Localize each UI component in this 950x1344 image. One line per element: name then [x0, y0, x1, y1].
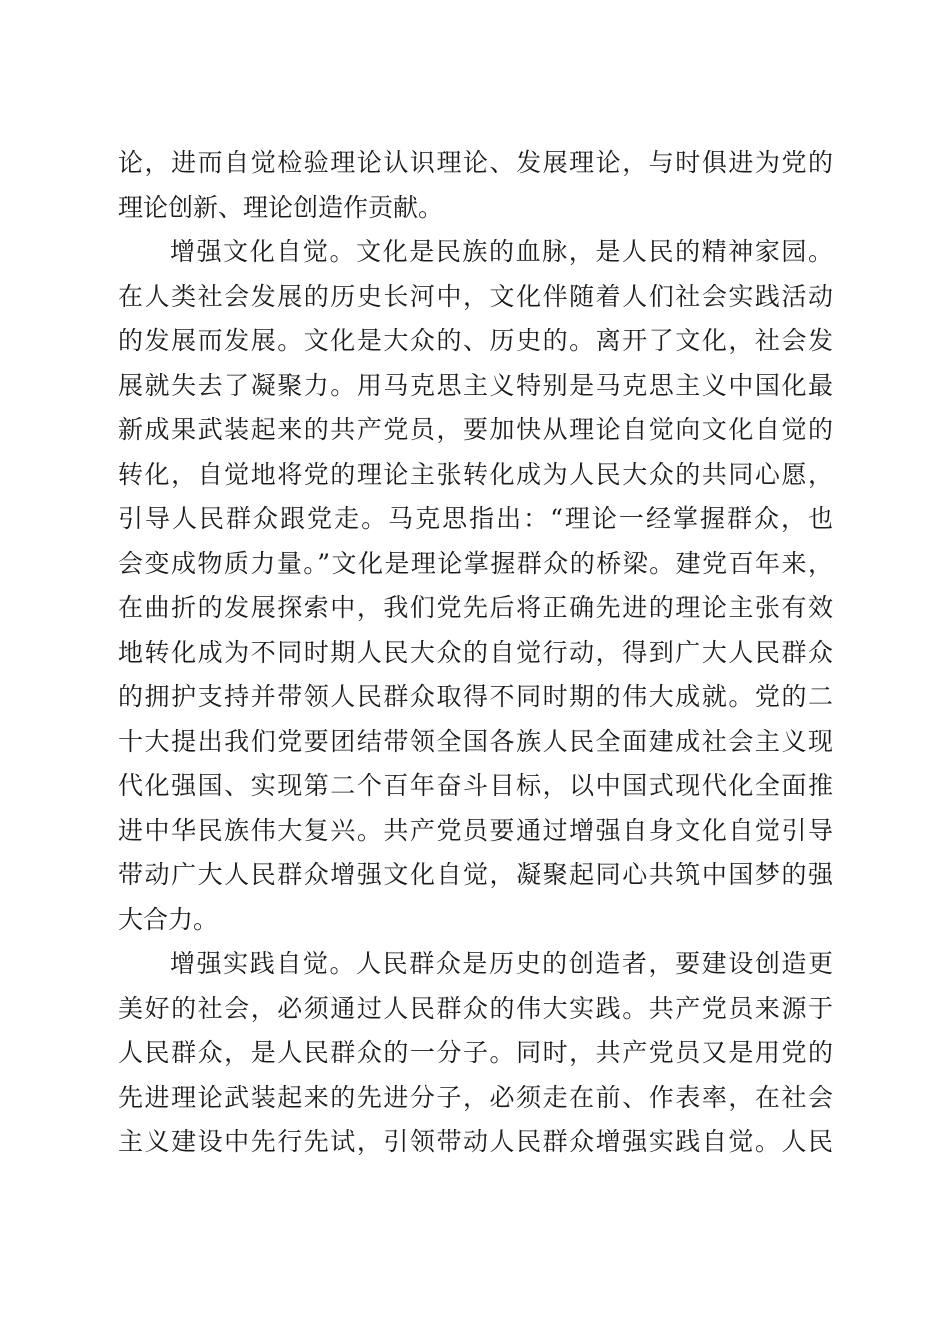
text-line: 的发展而发展。文化是大众的、历史的。离开了文化，社会发: [118, 326, 833, 355]
text-line: 人民群众，是人民群众的一分子。同时，共产党员又是用党的: [118, 1038, 833, 1067]
paragraph-heading-line: 增强文化自觉。文化是民族的血脉，是人民的精神家园。: [170, 237, 833, 266]
text-line: 在曲折的发展探索中，我们党先后将正确先进的理论主张有效: [118, 593, 833, 622]
text-line: 美好的社会，必须通过人民群众的伟大实践。共产党员来源于: [118, 993, 833, 1023]
text-line: 会变成物质力量。”文化是理论掌握群众的桥梁。建党百年来，: [118, 548, 833, 578]
paragraph-heading-line: 增强实践自觉。人民群众是历史的创造者，要建设创造更: [170, 949, 833, 978]
text-line: 的拥护支持并带领人民群众取得不同时期的伟大成就。党的二: [118, 682, 833, 711]
text-line: 在人类社会发展的历史长河中，文化伴随着人们社会实践活动: [118, 281, 833, 311]
text-line: 理论创新、理论创造作贡献。: [118, 192, 444, 222]
text-line: 十大提出我们党要团结带领全国各族人民全面建成社会主义现: [118, 726, 833, 756]
text-line: 进中华民族伟大复兴。共产党员要通过增强自身文化自觉引导: [118, 815, 833, 845]
text-line: 论，进而自觉检验理论认识理论、发展理论，与时俱进为党的: [118, 148, 833, 177]
text-line: 大合力。: [118, 904, 219, 934]
text-line: 引导人民群众跟党走。马克思指出：“理论一经掌握群众，也: [118, 504, 833, 533]
text-line: 代化强国、实现第二个百年奋斗目标，以中国式现代化全面推: [118, 771, 833, 800]
body-text: [118, 141, 833, 1165]
text-line: 转化，自觉地将党的理论主张转化成为人民大众的共同心愿，: [118, 459, 833, 489]
text-line: 主义建设中先行先试，引领带动人民群众增强实践自觉。人民: [118, 1127, 833, 1156]
text-line: 先进理论武装起来的先进分子，必须走在前、作表率，在社会: [118, 1082, 833, 1112]
text-line: 展就失去了凝聚力。用马克思主义特别是马克思主义中国化最: [118, 370, 833, 400]
text-line: 带动广大人民群众增强文化自觉，凝聚起同心共筑中国梦的强: [118, 860, 833, 889]
text-line: 新成果武装起来的共产党员，要加快从理论自觉向文化自觉的: [118, 415, 833, 444]
text-line: 地转化成为不同时期人民大众的自觉行动，得到广大人民群众: [118, 637, 833, 667]
